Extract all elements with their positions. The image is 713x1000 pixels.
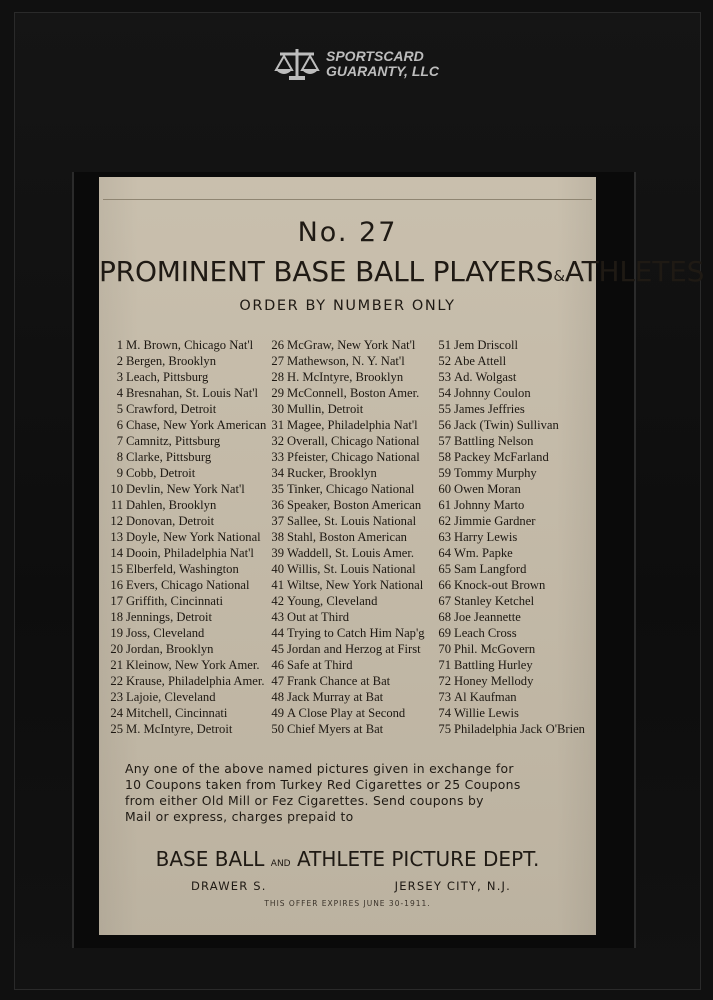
checklist-entry <box>434 401 585 417</box>
entry-number: 74 <box>438 706 451 720</box>
entry-number: 61 <box>438 498 451 512</box>
entry-name: H. McIntyre, Brooklyn <box>287 370 404 384</box>
scales-of-justice-icon <box>274 46 320 82</box>
entry-name: Knock-out Brown <box>454 578 546 592</box>
checklist-entry <box>267 673 425 689</box>
entry-number: 14 <box>110 546 123 560</box>
checklist-entry <box>106 529 266 545</box>
entry-number: 68 <box>438 610 451 624</box>
entry-name: Battling Hurley <box>454 658 533 672</box>
checklist-entry <box>106 353 266 369</box>
entry-number: 6 <box>116 418 123 432</box>
entry-number: 58 <box>438 450 451 464</box>
checklist-entry <box>267 593 425 609</box>
checklist-entry <box>106 705 266 721</box>
checklist-entry <box>434 353 585 369</box>
entry-number: 62 <box>438 514 451 528</box>
checklist-entry <box>434 561 585 577</box>
entry-name: Sam Langford <box>454 562 527 576</box>
entry-name: Al Kaufman <box>454 690 517 704</box>
entry-number: 2 <box>116 354 123 368</box>
entry-name: Mathewson, N. Y. Nat'l <box>287 354 405 368</box>
checklist-entry <box>267 577 425 593</box>
checklist-entry <box>267 385 425 401</box>
entry-name: Abe Attell <box>454 354 507 368</box>
entry-number: 23 <box>110 690 123 704</box>
checklist-entry <box>267 337 425 353</box>
checklist-entry <box>434 465 585 481</box>
checklist-entry <box>267 609 425 625</box>
entry-number: 73 <box>438 690 451 704</box>
entry-name: Donovan, Detroit <box>126 514 215 528</box>
checklist-entry <box>106 401 266 417</box>
checklist-entry <box>434 657 585 673</box>
checklist-entry <box>267 433 425 449</box>
entry-number: 64 <box>438 546 451 560</box>
entry-number: 22 <box>110 674 123 688</box>
entry-name: Jimmie Gardner <box>454 514 536 528</box>
entry-number: 54 <box>438 386 451 400</box>
checklist-entry <box>267 497 425 513</box>
checklist-entry <box>106 689 266 705</box>
entry-name: Chase, New York American <box>126 418 267 432</box>
entry-name: Camnitz, Pittsburg <box>126 434 221 448</box>
entry-number: 33 <box>271 450 284 464</box>
entry-number: 59 <box>438 466 451 480</box>
entry-number: 29 <box>271 386 284 400</box>
checklist-entry <box>106 673 266 689</box>
checklist-entry <box>434 337 585 353</box>
address-drawer: DRAWER S. <box>191 879 267 893</box>
entry-number: 12 <box>110 514 123 528</box>
entry-number: 60 <box>438 482 451 496</box>
checklist-entry <box>106 721 266 737</box>
checklist-entry <box>267 657 425 673</box>
entry-number: 75 <box>438 722 451 736</box>
checklist-entry <box>434 481 585 497</box>
entry-number: 65 <box>438 562 451 576</box>
entry-number: 1 <box>116 338 123 352</box>
logo-text <box>326 49 439 79</box>
checklist-entry <box>434 385 585 401</box>
entry-name: Sallee, St. Louis National <box>287 514 417 528</box>
logo-line-2: GUARANTY, LLC <box>326 63 440 79</box>
checklist-entry <box>106 417 266 433</box>
entry-name: Jack (Twin) Sullivan <box>454 418 559 432</box>
entry-number: 48 <box>271 690 284 704</box>
entry-name: Joss, Cleveland <box>126 626 205 640</box>
checklist-column-1 <box>106 337 266 737</box>
entry-name: Pfeister, Chicago National <box>287 450 420 464</box>
card-number: No. 27 <box>297 217 398 248</box>
entry-number: 67 <box>438 594 451 608</box>
entry-name: Jack Murray at Bat <box>287 690 384 704</box>
entry-name: Owen Moran <box>454 482 521 496</box>
checklist-entry <box>434 721 585 737</box>
checklist-entry <box>106 337 266 353</box>
entry-name: Philadelphia Jack O'Brien <box>454 722 585 736</box>
entry-name: Jem Driscoll <box>454 338 519 352</box>
checklist-entry <box>267 353 425 369</box>
checklist-entry <box>267 561 425 577</box>
dept-end: ATHLETE PICTURE DEPT. <box>296 847 540 871</box>
entry-name: Safe at Third <box>287 658 353 672</box>
checklist-entry <box>434 529 585 545</box>
entry-number: 15 <box>110 562 123 576</box>
checklist-entry <box>434 641 585 657</box>
entry-name: Clarke, Pittsburg <box>126 450 212 464</box>
card-title-end: ATHLETES <box>564 255 705 288</box>
checklist-entry <box>106 465 266 481</box>
entry-name: Battling Nelson <box>454 434 534 448</box>
checklist-entry <box>434 369 585 385</box>
entry-name: Chief Myers at Bat <box>287 722 384 736</box>
checklist-entry <box>106 577 266 593</box>
checklist-entry <box>434 513 585 529</box>
entry-number: 28 <box>271 370 284 384</box>
entry-number: 69 <box>438 626 451 640</box>
checklist-entry <box>434 577 585 593</box>
entry-number: 30 <box>271 402 284 416</box>
entry-number: 19 <box>110 626 123 640</box>
entry-number: 70 <box>438 642 451 656</box>
address <box>191 879 511 893</box>
checklist-entry <box>434 449 585 465</box>
entry-name: Out at Third <box>287 610 350 624</box>
entry-number: 50 <box>271 722 284 736</box>
entry-name: Wm. Papke <box>454 546 513 560</box>
entry-number: 24 <box>110 706 123 720</box>
checklist-entry <box>434 417 585 433</box>
entry-name: Lajoie, Cleveland <box>126 690 216 704</box>
entry-number: 5 <box>116 402 123 416</box>
card-title-ampersand: & <box>553 267 565 285</box>
checklist-column-3 <box>434 337 585 737</box>
checklist-entry <box>434 625 585 641</box>
entry-name: M. McIntyre, Detroit <box>126 722 233 736</box>
offer-line: 10 Coupons taken from Turkey Red Cigarettes or 25 Coupons <box>125 777 521 792</box>
offer-text <box>125 761 585 825</box>
entry-name: Rucker, Brooklyn <box>287 466 377 480</box>
entry-name: Kleinow, New York Amer. <box>126 658 260 672</box>
entry-name: Griffith, Cincinnati <box>126 594 224 608</box>
entry-name: Willis, St. Louis National <box>287 562 416 576</box>
address-city: JERSEY CITY, N.J. <box>394 879 511 893</box>
entry-number: 53 <box>438 370 451 384</box>
entry-name: Tinker, Chicago National <box>287 482 415 496</box>
entry-name: Overall, Chicago National <box>287 434 420 448</box>
entry-name: Johnny Coulon <box>454 386 531 400</box>
entry-number: 46 <box>271 658 284 672</box>
entry-name: Packey McFarland <box>454 450 549 464</box>
entry-name: Joe Jeannette <box>454 610 521 624</box>
card-subtitle: ORDER BY NUMBER ONLY <box>239 298 456 314</box>
checklist-entry <box>267 417 425 433</box>
checklist-entry <box>267 401 425 417</box>
checklist-entry <box>267 705 425 721</box>
dept-and: AND <box>270 859 291 869</box>
checklist-entry <box>434 497 585 513</box>
entry-name: M. Brown, Chicago Nat'l <box>126 338 254 352</box>
checklist-entry <box>267 625 425 641</box>
entry-number: 21 <box>110 658 123 672</box>
entry-number: 66 <box>438 578 451 592</box>
entry-name: Doyle, New York National <box>126 530 261 544</box>
card-title <box>99 255 705 288</box>
entry-name: Leach Cross <box>454 626 517 640</box>
entry-number: 10 <box>110 482 123 496</box>
entry-name: Tommy Murphy <box>454 466 537 480</box>
entry-name: Jordan, Brooklyn <box>126 642 214 656</box>
entry-number: 3 <box>116 370 123 384</box>
checklist-entry <box>434 545 585 561</box>
offer-line: from either Old Mill or Fez Cigarettes. Send coupons by <box>125 793 484 808</box>
entry-name: Elberfeld, Washington <box>126 562 239 576</box>
checklist-entry <box>106 449 266 465</box>
checklist-entry <box>267 369 425 385</box>
entry-number: 42 <box>271 594 284 608</box>
checklist-entry <box>267 641 425 657</box>
checklist-entry <box>267 529 425 545</box>
entry-name: Mullin, Detroit <box>287 402 364 416</box>
checklist-entry <box>106 369 266 385</box>
entry-name: Bergen, Brooklyn <box>126 354 217 368</box>
checklist-entry <box>434 609 585 625</box>
entry-name: Johnny Marto <box>454 498 525 512</box>
entry-name: Harry Lewis <box>454 530 518 544</box>
entry-number: 72 <box>438 674 451 688</box>
checklist-entry <box>434 593 585 609</box>
checklist-entry <box>106 657 266 673</box>
entry-number: 27 <box>271 354 284 368</box>
checklist-entry <box>434 705 585 721</box>
entry-number: 41 <box>271 578 284 592</box>
entry-number: 4 <box>116 386 123 400</box>
entry-number: 16 <box>110 578 123 592</box>
entry-name: Devlin, New York Nat'l <box>126 482 245 496</box>
entry-name: A Close Play at Second <box>287 706 406 720</box>
checklist-entry <box>434 689 585 705</box>
entry-number: 7 <box>116 434 123 448</box>
entry-number: 9 <box>116 466 123 480</box>
entry-number: 44 <box>271 626 284 640</box>
checklist-entry <box>106 561 266 577</box>
entry-number: 40 <box>271 562 284 576</box>
entry-number: 57 <box>438 434 451 448</box>
entry-number: 56 <box>438 418 451 432</box>
entry-number: 17 <box>110 594 123 608</box>
entry-number: 18 <box>110 610 123 624</box>
entry-name: Frank Chance at Bat <box>287 674 391 688</box>
entry-name: Krause, Philadelphia Amer. <box>126 674 265 688</box>
entry-number: 8 <box>116 450 123 464</box>
entry-number: 32 <box>271 434 284 448</box>
entry-number: 38 <box>271 530 284 544</box>
checklist-entry <box>106 609 266 625</box>
checklist-entry <box>267 513 425 529</box>
entry-name: Mitchell, Cincinnati <box>126 706 228 720</box>
entry-name: Leach, Pittsburg <box>126 370 209 384</box>
checklist-entry <box>106 641 266 657</box>
checklist-entry <box>106 433 266 449</box>
entry-name: Evers, Chicago National <box>126 578 250 592</box>
entry-name: Stahl, Boston American <box>287 530 407 544</box>
entry-number: 71 <box>438 658 451 672</box>
entry-name: Waddell, St. Louis Amer. <box>287 546 415 560</box>
sgc-logo <box>274 44 444 84</box>
entry-number: 39 <box>271 546 284 560</box>
entry-name: Trying to Catch Him Nap'g <box>287 626 425 640</box>
entry-number: 43 <box>271 610 284 624</box>
entry-number: 47 <box>271 674 284 688</box>
entry-number: 31 <box>271 418 284 432</box>
logo-line-1: SPORTSCARD <box>326 48 424 64</box>
entry-name: McConnell, Boston Amer. <box>287 386 420 400</box>
offer-line: Mail or express, charges prepaid to <box>125 809 354 824</box>
entry-name: Wiltse, New York National <box>287 578 424 592</box>
entry-number: 25 <box>110 722 123 736</box>
checklist-column-2 <box>267 337 425 737</box>
checklist-entry <box>267 689 425 705</box>
entry-number: 51 <box>438 338 451 352</box>
entry-name: Cobb, Detroit <box>126 466 196 480</box>
checklist-entry <box>267 481 425 497</box>
entry-number: 37 <box>271 514 284 528</box>
entry-number: 63 <box>438 530 451 544</box>
entry-number: 26 <box>271 338 284 352</box>
entry-name: Ad. Wolgast <box>454 370 517 384</box>
entry-name: Crawford, Detroit <box>126 402 217 416</box>
entry-number: 13 <box>110 530 123 544</box>
checklist-entry <box>106 385 266 401</box>
entry-name: Jordan and Herzog at First <box>287 642 421 656</box>
checklist-entry <box>106 625 266 641</box>
dept-start: BASE BALL <box>155 847 265 871</box>
entry-name: Bresnahan, St. Louis Nat'l <box>126 386 259 400</box>
checklist-entry <box>434 673 585 689</box>
checklist-entry <box>106 593 266 609</box>
entry-name: Willie Lewis <box>454 706 519 720</box>
checklist-entry <box>106 497 266 513</box>
entry-number: 34 <box>271 466 284 480</box>
entry-name: Speaker, Boston American <box>287 498 422 512</box>
entry-name: Stanley Ketchel <box>454 594 535 608</box>
entry-number: 11 <box>110 498 123 512</box>
offer-expiry: THIS OFFER EXPIRES JUNE 30-1911. <box>264 899 431 908</box>
entry-name: Dooin, Philadelphia Nat'l <box>126 546 254 560</box>
card-title-main: PROMINENT BASE BALL PLAYERS <box>99 255 554 288</box>
entry-name: Phil. McGovern <box>454 642 536 656</box>
entry-name: James Jeffries <box>454 402 525 416</box>
checklist-entry <box>434 433 585 449</box>
checklist-entry <box>267 545 425 561</box>
entry-number: 49 <box>271 706 284 720</box>
entry-number: 45 <box>271 642 284 656</box>
entry-name: Jennings, Detroit <box>126 610 213 624</box>
entry-number: 55 <box>438 402 451 416</box>
entry-number: 36 <box>271 498 284 512</box>
checklist-entry <box>267 449 425 465</box>
entry-number: 52 <box>438 354 451 368</box>
baseball-card-back <box>99 177 705 935</box>
entry-name: McGraw, New York Nat'l <box>287 338 416 352</box>
checklist-entry <box>267 465 425 481</box>
entry-number: 35 <box>271 482 284 496</box>
entry-name: Magee, Philadelphia Nat'l <box>287 418 418 432</box>
entry-name: Young, Cleveland <box>287 594 378 608</box>
entry-name: Honey Mellody <box>454 674 534 688</box>
entry-number: 20 <box>110 642 123 656</box>
offer-line: Any one of the above named pictures given in exchange for <box>125 761 514 776</box>
checklist-entry <box>106 513 266 529</box>
checklist-entry <box>106 481 266 497</box>
entry-name: Dahlen, Brooklyn <box>126 498 217 512</box>
department-heading <box>99 847 596 871</box>
checklist-entry <box>106 545 266 561</box>
checklist-entry <box>267 721 425 737</box>
